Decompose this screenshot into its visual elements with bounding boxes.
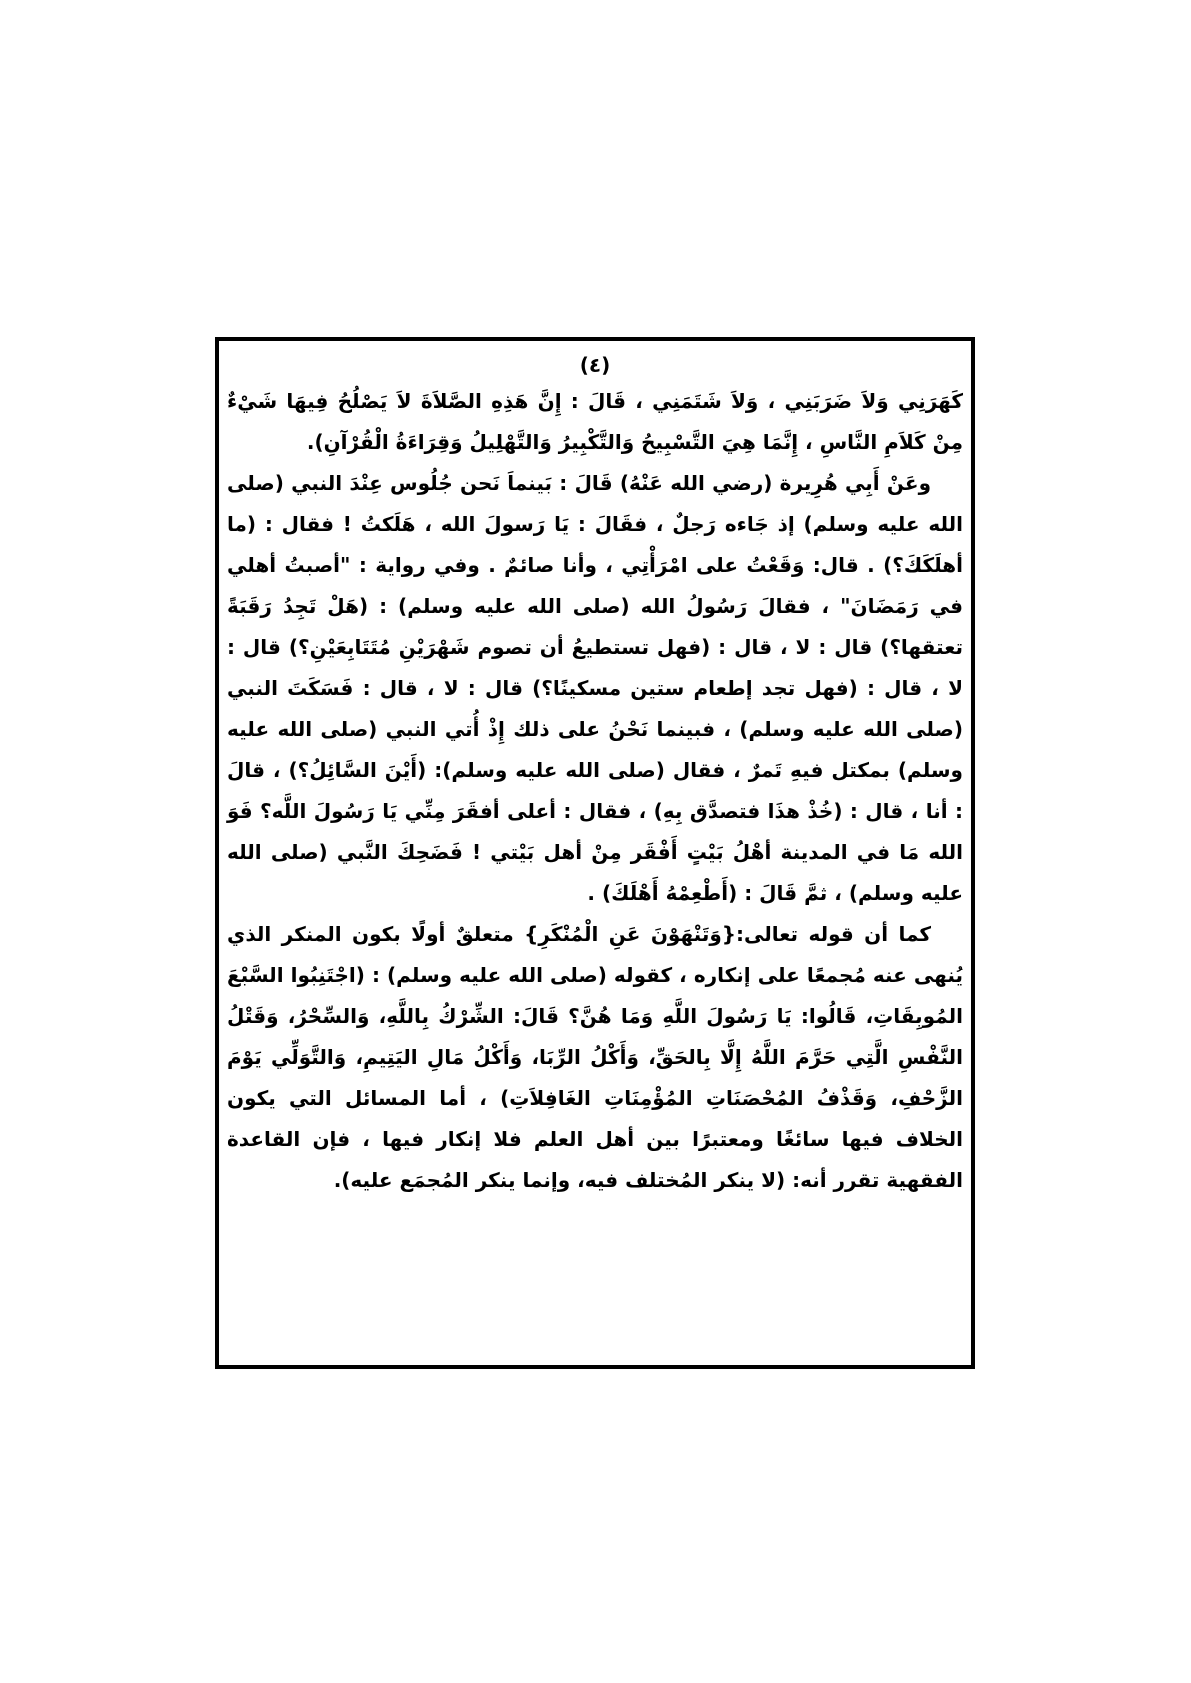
paragraph-continuation: كَهَرَنِي وَلاَ ضَرَبَنِي ، وَلاَ شَتَمَنِي ، قَالَ : إِنَّ هَذِهِ الصَّلاَةَ لاَ يَصْلُحُ فِيهَا شَيْءٌ مِنْ كَلاَمِ النَّاسِ ، إِنَّمَا هِيَ التَّسْبِيحُ وَالتَّكْبِيرُ وَالتَّهْلِيلُ وَقِرَاءَةُ الْقُرْآنِ). [227, 389, 963, 454]
page-number: (٤) [579, 353, 611, 377]
body-text [227, 381, 963, 1201]
paragraph-hadith-abu-hurayra: وعَنْ أَبِي هُرِيرة (رضي الله عَنْهُ) قَالَ : بَينماَ نَحن جُلُوس عِنْدَ النبي (صلى الله عليه وسلم) إذ جَاءه رَجلٌ ، فقَالَ : يَا رَسولَ الله ، هَلَكتُ ! فقال : (ما أهلَكَكَ؟) . قال: وَقَعْتُ على امْرَأْتِي ، وأنا صائمٌ . وفي رواية : "أصبتُ أهلي في رَمَضَانَ" ، فقالَ رَسُولُ الله (صلى الله عليه وسلم) : (هَلْ تَجِدُ رَقَبَةً تعتقها؟) قال : لا ، قال : (فهل تستطيعُ أن تصوم شَهْرَيْنِ مُتَتَابِعَيْنِ؟) قال : لا ، قال : (فهل تجد إطعام ستين مسكينًا؟) قال : لا ، قال : فَسَكَتَ النبي (صلى الله عليه وسلم) ، فبينما نَحْنُ على ذلك إِذْ أُتي النبي (صلى الله عليه وسلم) بمكتل فيهِ تَمرٌ ، فقال (صلى الله عليه وسلم): (أَيْنَ السَّائِلُ؟) ، قالَ : أنا ، قال : (خُذْ هذَا فتصدَّق بِهِ) ، فقال : أعلى أفقَرَ مِنِّي يَا رَسُولَ اللَّه؟ فَوَ الله مَا في المدينة أهْلُ بَيْتٍ أَفْقَر مِنْ أهل بَيْتي ! فَضَحِكَ النَّبي (صلى الله عليه وسلم) ، ثمَّ قَالَ : (أَطْعِمْهُ أَهْلَكَ) . [227, 471, 963, 905]
paragraph-forbidding-evil: كما أن قوله تعالى:{وَتَنْهَوْنَ عَنِ الْمُنْكَرِ} متعلقٌ أولًا بكون المنكر الذي يُنهى عنه مُجمعًا على إنكاره ، كقوله (صلى الله عليه وسلم) : (اجْتَنِبُوا السَّبْعَ المُوبِقَاتِ، قَالُوا: يَا رَسُولَ اللَّهِ وَمَا هُنَّ؟ قَالَ: الشِّرْكُ بِاللَّهِ، وَالسِّحْرُ، وَقَتْلُ النَّفْسِ الَّتِي حَرَّمَ اللَّهُ إِلَّا بِالحَقِّ، وَأَكْلُ الرِّبَا، وَأَكْلُ مَالِ اليَتِيمِ، وَالتَّوَلِّي يَوْمَ الزَّحْفِ، وَقَذْفُ المُحْصَنَاتِ المُؤْمِنَاتِ الغَافِلاَتِ) ، أما المسائل التي يكون الخلاف فيها سائغًا ومعتبرًا بين أهل العلم فلا إنكار فيها ، فإن القاعدة الفقهية تقرر أنه: (لا ينكر المُختلف فيه، وإنما ينكر المُجمَع عليه). [227, 922, 963, 1192]
page-border-frame [215, 337, 975, 1369]
